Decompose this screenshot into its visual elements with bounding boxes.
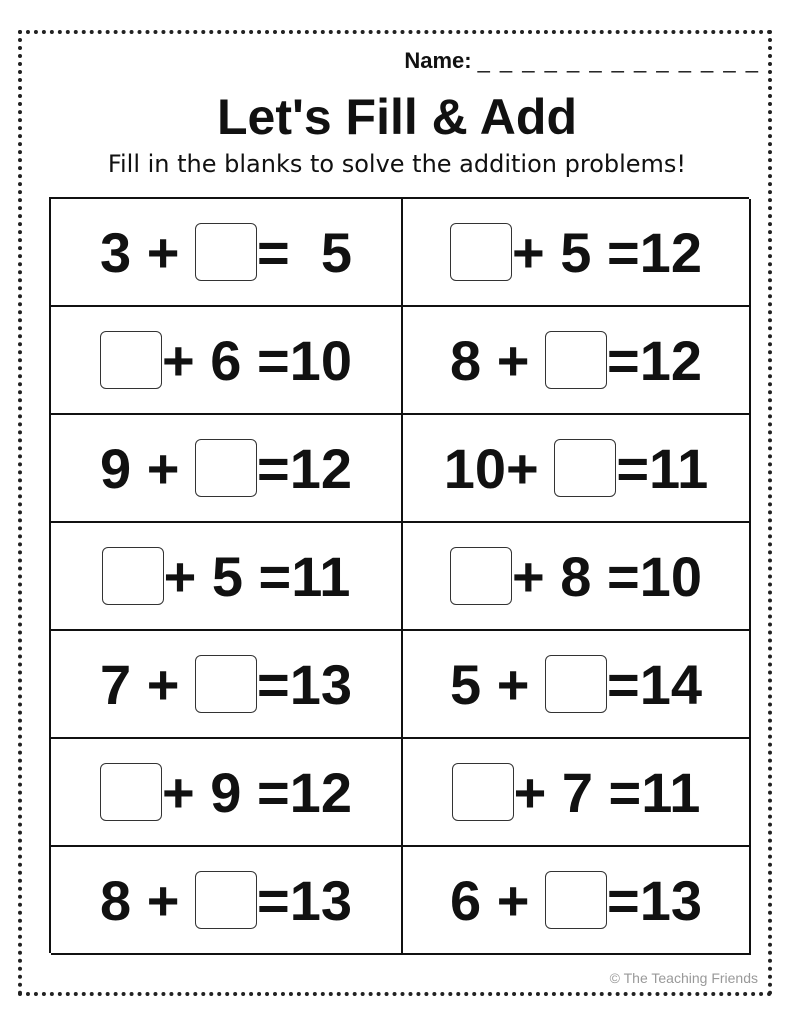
copyright-footer: © The Teaching Friends	[609, 970, 758, 986]
problem-cell	[51, 847, 403, 955]
equation-start: 8 +	[450, 328, 530, 392]
problem-grid	[49, 197, 749, 953]
problem-cell	[403, 631, 751, 739]
equation-end: =12	[256, 436, 352, 500]
equation-start: 9 +	[100, 436, 180, 500]
answer-box[interactable]	[545, 871, 607, 929]
equation	[100, 328, 352, 393]
answer-box[interactable]	[545, 331, 607, 389]
equation	[450, 868, 702, 933]
equation-start: 8 +	[100, 868, 180, 932]
equation-end: = 5	[257, 220, 352, 284]
equation	[100, 868, 352, 933]
equation-end: =12	[606, 328, 702, 392]
equation-start: 6 +	[450, 868, 530, 932]
problem-cell	[51, 307, 403, 415]
equation	[450, 328, 702, 393]
name-label: Name:	[404, 48, 472, 73]
equation-start: 3 +	[100, 220, 180, 284]
equation	[450, 220, 702, 285]
answer-box[interactable]	[450, 547, 512, 605]
equation-rest: + 5 =11	[163, 544, 351, 608]
equation	[444, 436, 708, 501]
problem-cell	[51, 739, 403, 847]
equation	[100, 220, 352, 285]
problem-cell	[51, 415, 403, 523]
equation-start: 7 +	[100, 652, 180, 716]
name-field[interactable]	[404, 48, 760, 74]
equation-end: =13	[606, 868, 702, 932]
answer-box[interactable]	[554, 439, 616, 497]
equation-start: 10+	[443, 436, 539, 500]
equation	[100, 760, 352, 825]
equation-rest: + 5 =12	[512, 220, 702, 284]
problem-cell	[403, 307, 751, 415]
equation-rest: + 8 =10	[512, 544, 702, 608]
equation	[100, 652, 352, 717]
answer-box[interactable]	[450, 223, 512, 281]
equation-rest: + 9 =12	[162, 760, 352, 824]
problem-cell	[51, 631, 403, 739]
equation	[100, 436, 352, 501]
problem-cell	[403, 415, 751, 523]
problem-cell	[403, 847, 751, 955]
equation	[452, 760, 701, 825]
answer-box[interactable]	[545, 655, 607, 713]
equation	[450, 544, 702, 609]
answer-box[interactable]	[100, 331, 162, 389]
equation-end: =13	[256, 652, 352, 716]
answer-box[interactable]	[195, 871, 257, 929]
answer-box[interactable]	[100, 763, 162, 821]
equation	[450, 652, 702, 717]
problem-cell	[51, 199, 403, 307]
answer-box[interactable]	[195, 223, 257, 281]
problem-cell	[403, 523, 751, 631]
name-blank[interactable]: _ _ _ _ _ _ _ _ _ _ _ _ _	[477, 48, 760, 73]
problem-cell	[403, 199, 751, 307]
problem-cell	[51, 523, 403, 631]
page-title: Let's Fill & Add	[216, 89, 578, 145]
equation	[102, 544, 351, 609]
page-subtitle: Fill in the blanks to solve the addition problems!	[107, 150, 687, 178]
equation-rest: + 7 =11	[513, 760, 701, 824]
answer-box[interactable]	[102, 547, 164, 605]
equation-end: =11	[616, 436, 709, 500]
problem-cell	[403, 739, 751, 847]
equation-end: =13	[256, 868, 352, 932]
answer-box[interactable]	[195, 439, 257, 497]
answer-box[interactable]	[195, 655, 257, 713]
equation-rest: + 6 =10	[162, 328, 352, 392]
answer-box[interactable]	[452, 763, 514, 821]
equation-end: =14	[606, 652, 702, 716]
equation-start: 5 +	[450, 652, 530, 716]
